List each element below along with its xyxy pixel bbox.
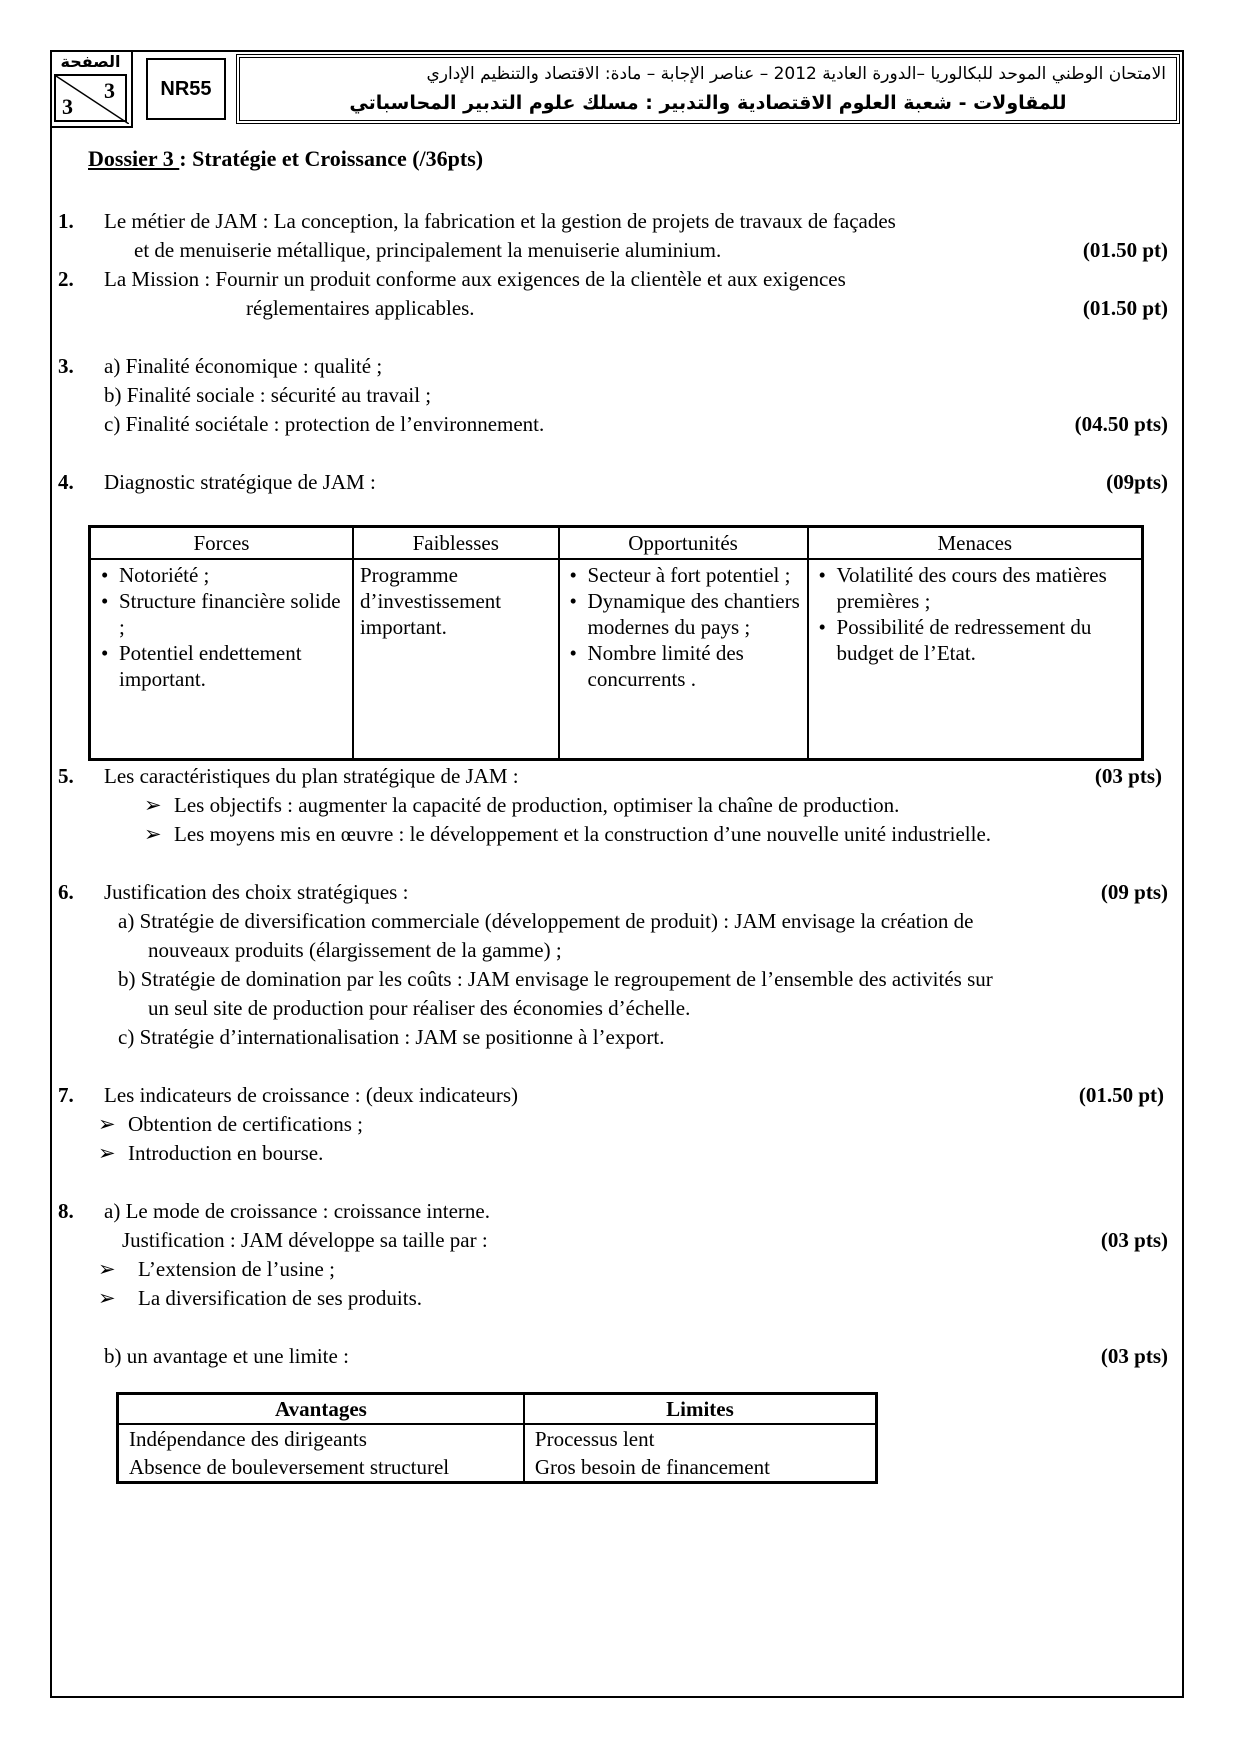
dossier-prefix: Dossier 3 xyxy=(88,146,180,171)
q5-bullet1 xyxy=(144,792,899,818)
q7-bullet1 xyxy=(98,1111,363,1137)
q6-b-line1: b) Stratégie de domination par les coûts : JAM envisage le regroupement de l’ensemble des activités sur xyxy=(118,967,993,991)
q6-a-line1: a) Stratégie de diversification commerciale (développement de produit) : JAM envisage la création de xyxy=(118,909,974,933)
arrow-bullet-icon: ➢ xyxy=(98,1112,116,1136)
list-item: • Volatilité des cours des matières premières ; xyxy=(833,562,1135,614)
q5-points: (03 pts) xyxy=(1094,764,1162,788)
q6-b-line2: un seul site de production pour réaliser des économies d’échelle. xyxy=(148,996,691,1020)
q7-bullet2 xyxy=(98,1140,323,1166)
swot-opportunites-cell xyxy=(559,559,808,759)
header-avantages: Avantages xyxy=(118,1394,524,1424)
swot-header-opportunites: Opportunités xyxy=(559,527,808,559)
q2-number: 2. xyxy=(58,267,74,291)
arrow-bullet-icon: ➢ xyxy=(98,1257,116,1281)
list-item: • Dynamique des chantiers modernes du pays ; xyxy=(584,588,801,640)
list-item: • Notoriété ; xyxy=(115,562,346,588)
q8-justification: Justification : JAM développe sa taille par : xyxy=(122,1228,488,1252)
limite-2: Gros besoin de financement xyxy=(534,1455,770,1479)
limite-1: Processus lent xyxy=(534,1427,655,1451)
q3-a: a) Finalité économique : qualité ; xyxy=(104,354,383,378)
page-current: 3 xyxy=(104,78,115,103)
header xyxy=(50,50,1184,128)
avantage-1: Indépendance des dirigeants xyxy=(129,1427,367,1451)
exam-code: NR55 xyxy=(146,58,226,120)
q3-b: b) Finalité sociale : sécurité au travail ; xyxy=(104,383,432,407)
q4-text: Diagnostic stratégique de JAM : xyxy=(104,470,376,494)
swot-header-faiblesses: Faiblesses xyxy=(353,527,559,559)
arrow-bullet-icon: ➢ xyxy=(144,822,162,846)
q2-points: (01.50 pt) xyxy=(1082,296,1168,320)
q8-a: a) Le mode de croissance : croissance interne. xyxy=(104,1199,490,1223)
q5-bullet2 xyxy=(144,821,991,847)
swot-faiblesses-cell: Programme d’investissement important. xyxy=(353,559,559,759)
header-limites: Limites xyxy=(524,1394,876,1424)
list-item: • Potentiel endettement important. xyxy=(115,640,346,692)
q6-text: Justification des choix stratégiques : xyxy=(104,880,409,904)
q3-number: 3. xyxy=(58,354,74,378)
q5-bullet1-text: Les objectifs : augmenter la capacité de production, optimiser la chaîne de production. xyxy=(174,793,900,817)
page-fraction xyxy=(54,74,127,122)
q8-number: 8. xyxy=(58,1199,74,1223)
list-item: • Structure financière solide ; xyxy=(115,588,346,640)
q8-b-text: b) un avantage et une limite : xyxy=(104,1344,349,1368)
q7-bullet2-text: Introduction en bourse. xyxy=(128,1141,324,1165)
list-item: • Secteur à fort potentiel ; xyxy=(584,562,801,588)
q8-bullet1 xyxy=(98,1256,335,1282)
list-item: • Possibilité de redressement du budget de l’Etat. xyxy=(833,614,1135,666)
q8-bullet2-text: La diversification de ses produits. xyxy=(138,1286,423,1310)
q6-a-line2: nouveaux produits (élargissement de la gamme) ; xyxy=(148,938,562,962)
swot-content-row xyxy=(90,559,1142,759)
page-total: 3 xyxy=(62,94,73,119)
exam-title-line2: للمقاولات - شعبة العلوم الاقتصادية والتدبير : مسلك علوم التدبير المحاسباتي xyxy=(349,92,1067,114)
avantage-2: Absence de bouleversement structurel xyxy=(129,1455,450,1479)
arrow-bullet-icon: ➢ xyxy=(144,793,162,817)
exam-title-line1: الامتحان الوطني الموحد للبكالوريا –الدورة العادية 2012 – عناصر الإجابة – مادة: الاقتصاد والتنظيم الإداري xyxy=(426,64,1166,84)
table-cell xyxy=(118,1424,524,1482)
q5-number: 5. xyxy=(58,764,74,788)
q1-points: (01.50 pt) xyxy=(1082,238,1168,262)
avantages-limites-table xyxy=(116,1392,878,1484)
list-item: • Nombre limité des concurrents . xyxy=(584,640,801,692)
q4-number: 4. xyxy=(58,470,74,494)
swot-header-menaces: Menaces xyxy=(808,527,1142,559)
q6-number: 6. xyxy=(58,880,74,904)
page-number-box xyxy=(50,50,133,128)
arrow-bullet-icon: ➢ xyxy=(98,1141,116,1165)
q5-text: Les caractéristiques du plan stratégique de JAM : xyxy=(104,764,519,788)
arrow-bullet-icon: ➢ xyxy=(98,1286,116,1310)
q8-bullet1-text: L’extension de l’usine ; xyxy=(138,1257,335,1281)
q8-points: (03 pts) xyxy=(1100,1228,1168,1252)
exam-title xyxy=(236,54,1180,124)
dossier-title xyxy=(88,146,483,172)
table-header-row xyxy=(118,1394,876,1424)
q2-line2: réglementaires applicables. xyxy=(246,296,475,320)
swot-menaces-cell xyxy=(808,559,1142,759)
q5-bullet2-text: Les moyens mis en œuvre : le développement et la construction d’une nouvelle unité industrielle. xyxy=(174,822,992,846)
table-row xyxy=(118,1424,876,1482)
q4-points: (09pts) xyxy=(1106,470,1168,494)
q1-line2: et de menuiserie métallique, principalement la menuiserie aluminium. xyxy=(134,238,722,262)
q8-bullet2 xyxy=(98,1285,422,1311)
q1-line1: Le métier de JAM : La conception, la fabrication et la gestion de projets de travaux de façades xyxy=(104,209,896,233)
q7-points: (01.50 pt) xyxy=(1078,1083,1164,1107)
q6-c-line1: c) Stratégie d’internationalisation : JAM se positionne à l’export. xyxy=(118,1025,665,1049)
q7-bullet1-text: Obtention de certifications ; xyxy=(128,1112,364,1136)
q7-text: Les indicateurs de croissance : (deux indicateurs) xyxy=(104,1083,519,1107)
q1-number: 1. xyxy=(58,209,74,233)
swot-header-forces: Forces xyxy=(90,527,353,559)
dossier-subtitle: : Stratégie et Croissance (/36pts) xyxy=(179,146,484,171)
swot-header-row xyxy=(90,527,1142,559)
swot-table xyxy=(88,525,1144,761)
q7-number: 7. xyxy=(58,1083,74,1107)
q6-points: (09 pts) xyxy=(1100,880,1168,904)
swot-forces-cell xyxy=(90,559,353,759)
page-label: الصفحة xyxy=(60,52,121,71)
q3-c: c) Finalité sociétale : protection de l’environnement. xyxy=(104,412,545,436)
q3-points: (04.50 pts) xyxy=(1074,412,1168,436)
q2-line1: La Mission : Fournir un produit conforme aux exigences de la clientèle et aux exigences xyxy=(104,267,846,291)
q8-b-points: (03 pts) xyxy=(1100,1344,1168,1368)
table-cell xyxy=(524,1424,876,1482)
